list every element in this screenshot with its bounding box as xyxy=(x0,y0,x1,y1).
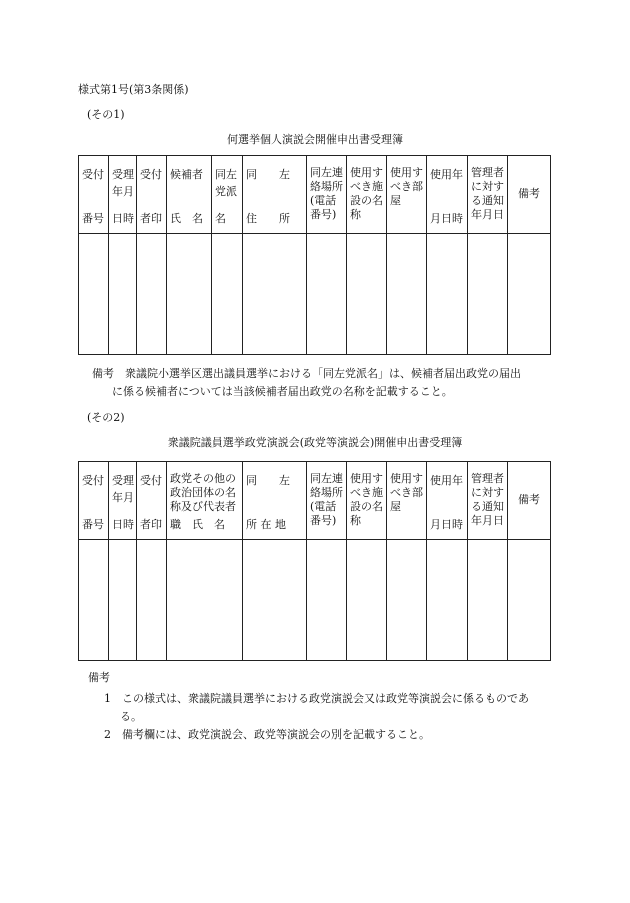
cell-entry[interactable] xyxy=(137,234,167,355)
cell-entry[interactable] xyxy=(427,540,468,661)
col-header-room: 使用す べき部 屋 xyxy=(387,462,427,540)
table-row xyxy=(79,234,551,355)
col-header-use-datetime: 使用年 月日時 xyxy=(427,462,468,540)
cell-entry[interactable] xyxy=(243,234,307,355)
col-header-receipt-datetime: 受理 年月 日時 xyxy=(109,156,137,234)
cell-entry[interactable] xyxy=(212,234,243,355)
part2-label: (その2) xyxy=(87,411,125,424)
cell-entry[interactable] xyxy=(508,234,551,355)
col-header-location: 同 左 所 在 地 xyxy=(243,462,307,540)
cell-entry[interactable] xyxy=(109,234,137,355)
col-header-notice-date: 管理者 に対す る通知 年月日 xyxy=(468,156,508,234)
part1-register-table xyxy=(78,155,551,355)
col-header-receipt-datetime: 受理 年月 日時 xyxy=(109,462,137,540)
cell-entry[interactable] xyxy=(167,540,243,661)
form-number: 様式第1号(第3条関係) xyxy=(78,83,189,96)
col-header-receiver-seal: 受付 者印 xyxy=(137,462,167,540)
col-header-address: 同 左 住 所 xyxy=(243,156,307,234)
cell-entry[interactable] xyxy=(137,540,167,661)
cell-entry[interactable] xyxy=(243,540,307,661)
col-header-facility: 使用す べき施 設の名 称 xyxy=(347,156,387,234)
col-header-use-datetime: 使用年 月日時 xyxy=(427,156,468,234)
part1-label: (その1) xyxy=(87,108,125,121)
cell-entry[interactable] xyxy=(307,540,347,661)
cell-entry[interactable] xyxy=(387,540,427,661)
cell-entry[interactable] xyxy=(347,540,387,661)
col-header-party-name: 同左 党派 名 xyxy=(212,156,243,234)
part2-register-table xyxy=(78,461,551,661)
part1-title: 何選挙個人演説会開催申出書受理簿 xyxy=(227,133,403,146)
cell-entry[interactable] xyxy=(387,234,427,355)
col-header-organization-name: 政党その他の 政治団体の名 称及び代表者 職 氏 名 xyxy=(167,462,243,540)
col-header-receiver-seal: 受付 者印 xyxy=(137,156,167,234)
col-header-room: 使用す べき部 屋 xyxy=(387,156,427,234)
col-header-facility: 使用す べき施 設の名 称 xyxy=(347,462,387,540)
part2-notes-list xyxy=(104,690,529,744)
col-header-candidate-name: 候補者 氏 名 xyxy=(167,156,212,234)
cell-entry[interactable] xyxy=(347,234,387,355)
cell-entry[interactable] xyxy=(508,540,551,661)
cell-entry[interactable] xyxy=(307,234,347,355)
cell-entry[interactable] xyxy=(79,234,109,355)
cell-entry[interactable] xyxy=(167,234,212,355)
col-header-contact: 同左連 絡場所 (電話 番号) xyxy=(307,462,347,540)
cell-entry[interactable] xyxy=(79,540,109,661)
col-header-contact: 同左連 絡場所 (電話 番号) xyxy=(307,156,347,234)
part2-notes-title: 備考 xyxy=(88,671,110,684)
list-item: 2 備考欄には、政党演説会、政党等演説会の別を記載すること。 xyxy=(104,728,430,741)
cell-entry[interactable] xyxy=(427,234,468,355)
cell-entry[interactable] xyxy=(109,540,137,661)
col-header-remarks: 備考 xyxy=(508,462,551,540)
part2-title: 衆議院議員選挙政党演説会(政党等演説会)開催申出書受理簿 xyxy=(167,436,463,449)
list-item: 1 この様式は、衆議院議員選挙における政党演説会又は政党等演説会に係るものであ る。 xyxy=(104,692,529,723)
cell-entry[interactable] xyxy=(468,234,508,355)
col-header-receipt-no: 受付 番号 xyxy=(79,462,109,540)
part1-remarks-note: 備考 衆議院小選挙区選出議員選挙における「同左党派名」は、候補者届出政党の届出 に係る候補者については当該候補者届出政党の名称を記載すること。 xyxy=(92,367,521,398)
col-header-remarks: 備考 xyxy=(508,156,551,234)
table-row xyxy=(79,540,551,661)
col-header-notice-date: 管理者 に対す る通知 年月日 xyxy=(468,462,508,540)
col-header-receipt-no: 受付 番号 xyxy=(79,156,109,234)
cell-entry[interactable] xyxy=(468,540,508,661)
